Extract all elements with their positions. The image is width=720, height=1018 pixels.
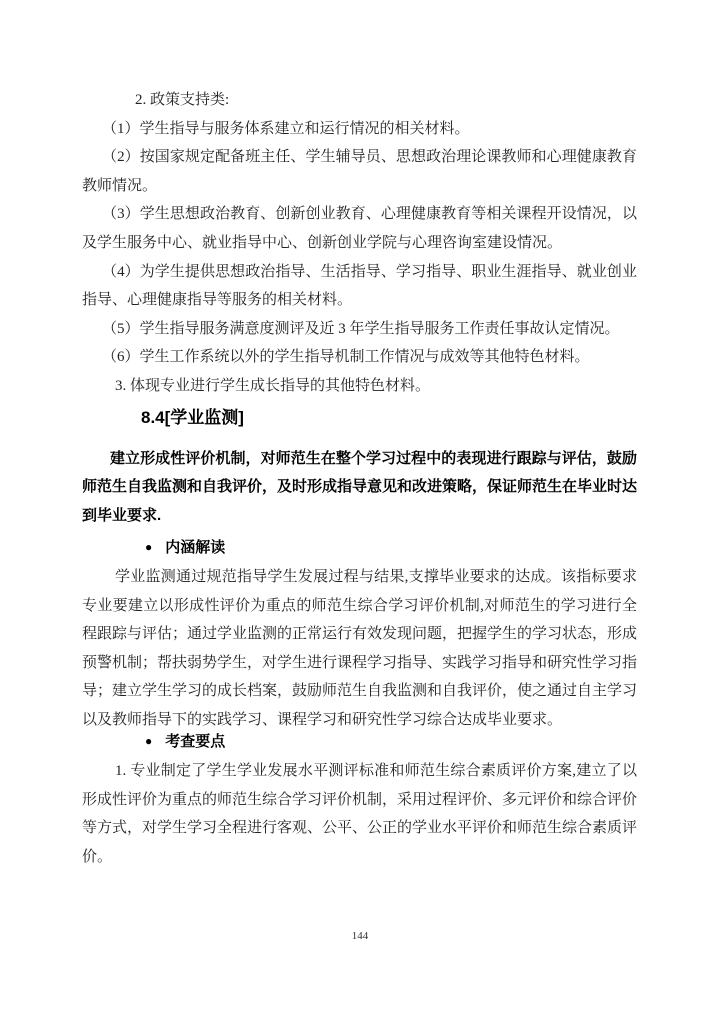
list-item-2: （2）按国家规定配备班主任、学生辅导员、思想政治理论课教师和心理健康教育教师情况。: [82, 149, 637, 194]
list-item-6: （6）学生工作系统以外的学生指导机制工作情况与成效等其他特色材料。: [102, 349, 590, 366]
bullet-icon: ●: [145, 734, 153, 749]
list-heading-policy-support: 2. 政策支持类:: [135, 92, 230, 108]
list-item-1: （1）学生指导与服务体系建立和运行情况的相关材料。: [102, 120, 470, 137]
bullet-label: 内涵解读: [165, 539, 226, 557]
bullet-heading-connotation: [82, 534, 637, 563]
bullet-icon: ●: [145, 540, 153, 555]
list-item-3: （3）学生思想政治教育、创新创业教育、心理健康教育等相关课程开设情况，以及学生服务中心、就业指导中心、创新创业学院与心理咨询室建设情况。: [82, 206, 637, 251]
page-content: [82, 86, 637, 871]
bullet-label: 考查要点: [165, 733, 226, 751]
list-item-5: （5）学生指导服务满意度测评及近 3 年学生指导服务工作责任事故认定情况。: [102, 320, 620, 337]
section-intro-paragraph: 建立形成性评价机制，对师范生在整个学习过程中的表现进行跟踪与评估，鼓励师范生自我监测和自我评价，及时形成指导意见和改进策略，保证师范生在毕业时达到毕业要求.: [82, 449, 638, 524]
list-item-4: （4）为学生提供思想政治指导、生活指导、学习指导、职业生涯指导、就业创业指导、心理健康指导等服务的相关材料。: [82, 263, 637, 309]
page-footer: [0, 929, 720, 943]
page-number: 144: [351, 930, 369, 942]
key-points-body-paragraph: 1. 专业制定了学生学业发展水平测评标准和师范生综合素质评价方案,建立了以形成性评价为重点的师范生综合学习评价机制，采用过程评价、多元评价和综合评价等方式，对学生学习全程进行客观、公平、公正的学业水平评价和师范生综合素质评价。: [82, 763, 638, 865]
list-item-other-materials: 3. 体现专业进行学生成长指导的其他特色材料。: [115, 377, 431, 394]
connotation-body-paragraph: 学业监测通过规范指导学生发展过程与结果,支撑毕业要求的达成。该指标要求专业要建立以形成性评价为重点的师范生综合学习评价机制,对师范生的学习进行全程跟踪与评估；通过学业监测的正常运行有效发现问题，把握学生的学习状态，形成预警机制；帮扶弱势学生，对学生进行课程学习指导、实践学习指导和研究性学习指导；建立学生学习的成长档案，鼓励师范生自我监测和自我评价，使之通过自主学习以及教师指导下的实践学习、课程学习和研究性学习综合达成毕业要求。: [82, 568, 638, 728]
section-heading: 8.4[学业监测]: [141, 407, 244, 427]
